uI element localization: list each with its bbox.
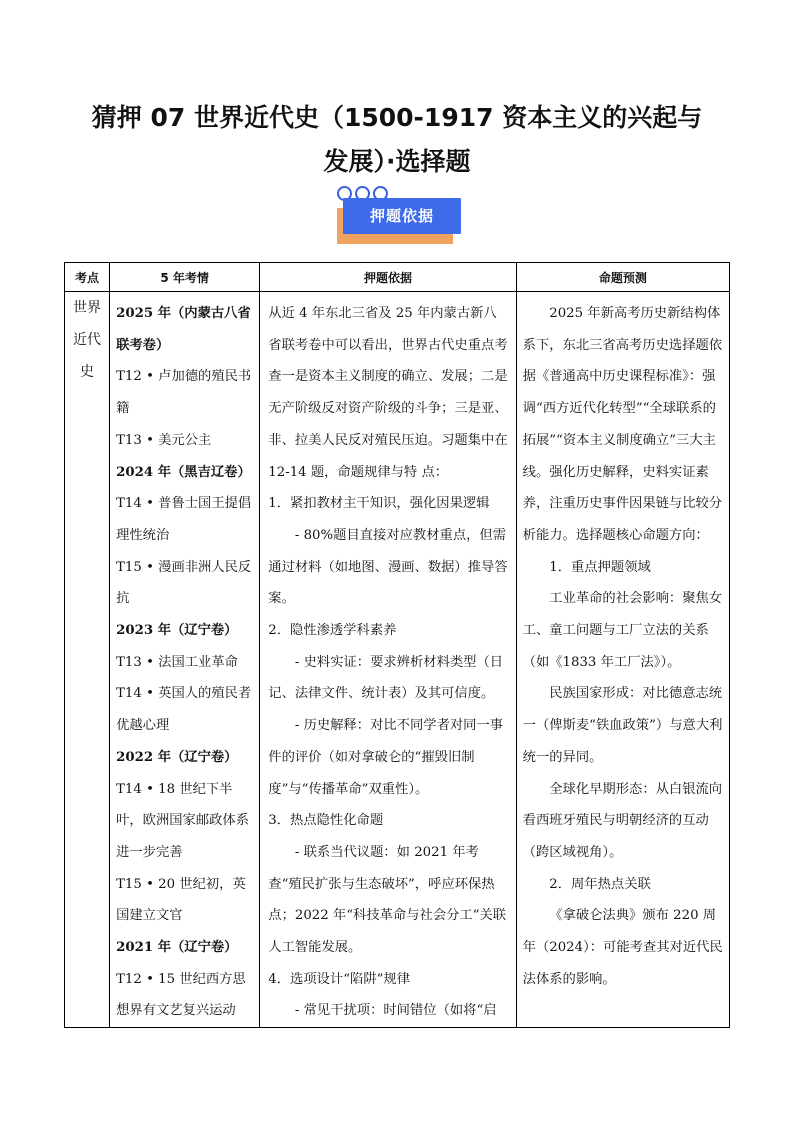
table-row [65,292,730,1028]
prediction-paragraph: 《拿破仑法典》颁布 220 周年（2024）：可能考查其对近代民法体系的影响。 [522,908,723,987]
title-line-1: 猜押 07 世界近代史（1500-1917 资本主义的兴起与 [91,103,703,132]
title-line-2: 发展）·选择题 [323,147,471,176]
table-header-row [65,263,730,292]
prediction-table [64,262,730,1028]
basis-paragraph: - 联系当代议题：如 2021 年考查“殖民扩张与生态破坏”，呼应环保热点；2022 年“科技革命与社会分工”关联人工智能发展。 [268,844,507,956]
exam-entry: T13 • 法国工业革命 [116,654,238,670]
exam-entry: 2021 年（辽宁卷） [116,940,238,956]
basis-paragraph: 2．隐性渗透学科素养 [268,623,397,639]
basis-paragraph: 4．选项设计“陷阱”规律 [268,971,411,987]
exam-entry: T12 • 卢加德的殖民书籍 [116,369,252,417]
prediction-paragraph: 全球化早期形态：从白银流向看西班牙殖民与明朝经济的互动（跨区域视角）。 [522,781,723,860]
basis-cell [260,292,516,1028]
badge-label: 押题依据 [343,198,461,234]
badge-banner [329,186,469,246]
prediction-cell [516,292,729,1028]
exam-entry: T12 • 15 世纪西方思想界有文艺复兴运动 [116,971,246,1019]
basis-paragraph: 从近 4 年东北三省及 25 年内蒙古新八省联考卷中可以看出，世界古代史重点考查一是资本主义制度的确立、发展；二是无产阶级反对资产阶级的斗争；三是亚、非、拉美人民反对殖民压迫。习题集中在 12-14 题，命题规律与特 点： [268,306,508,480]
header-prediction: 命题预测 [516,263,729,292]
exam-entry: T14 • 普鲁士国王提倡理性统治 [116,496,252,543]
header-exams: 5 年考情 [110,263,260,292]
basis-paragraph: 1．紧扣教材主干知识，强化因果逻辑 [268,496,490,512]
prediction-paragraph: 民族国家形成：对比德意志统一（俾斯麦“铁血政策”）与意大利统一的异同。 [522,686,723,765]
prediction-paragraph: 2．周年热点关联 [549,876,651,892]
exam-entry: T14 • 18 世纪下半叶，欧洲国家邮政体系进一步完善 [116,781,250,860]
basis-paragraph: - 史料实证：要求辨析材料类型（日记、法律文件、统计表）及其可信度。 [268,654,504,702]
topic-cell: 世界 近代 史 [65,292,110,1028]
basis-paragraph: - 常见干扰项：时间错位（如将“启 [294,1003,497,1019]
header-topic: 考点 [65,263,110,292]
prediction-paragraph: 1．重点押题领域 [549,559,651,575]
exam-entry: 2023 年（辽宁卷） [116,623,238,639]
exam-entry: 2024 年（黑吉辽卷） [116,464,251,480]
basis-paragraph: - 历史解释：对比不同学者对同一事件的评价（如对拿破仑的“摧毁旧制度”与“传播革命”双重性）。 [268,718,504,797]
exam-entry: T14 • 英国人的殖民者优越心理 [116,686,252,734]
prediction-paragraph: 工业革命的社会影响：聚焦女工、童工问题与工厂立法的关系（如《1833 年工厂法》）。 [522,591,723,670]
exam-entry: T15 • 漫画非洲人民反抗 [116,559,252,607]
exam-entry: T13 • 美元公主 [116,432,212,448]
page-title [60,96,734,184]
exams-cell [110,292,260,1028]
basis-paragraph: 3．热点隐性化命题 [268,813,384,829]
prediction-paragraph: 2025 年新高考历史新结构体系下，东北三省高考历史选择题依据《普通高中历史课程标准》：强调“西方近代化转型”“全球联系的拓展”“资本主义制度确立”三大主线。强化历史解释，史料实证素养，注重历史事件因果链与比较分析能力。选择题核心命题方向： [522,306,723,543]
exam-entry: T15 • 20 世纪初，英国建立文官 [116,876,246,924]
basis-paragraph: - 80%题目直接对应教材重点，但需通过材料（如地图、漫画、数据）推导答案。 [268,527,508,607]
header-basis: 押题依据 [260,263,516,292]
exam-entry: 2025 年（内蒙古八省联考卷） [116,306,251,353]
exam-entry: 2022 年（辽宁卷） [116,749,238,765]
